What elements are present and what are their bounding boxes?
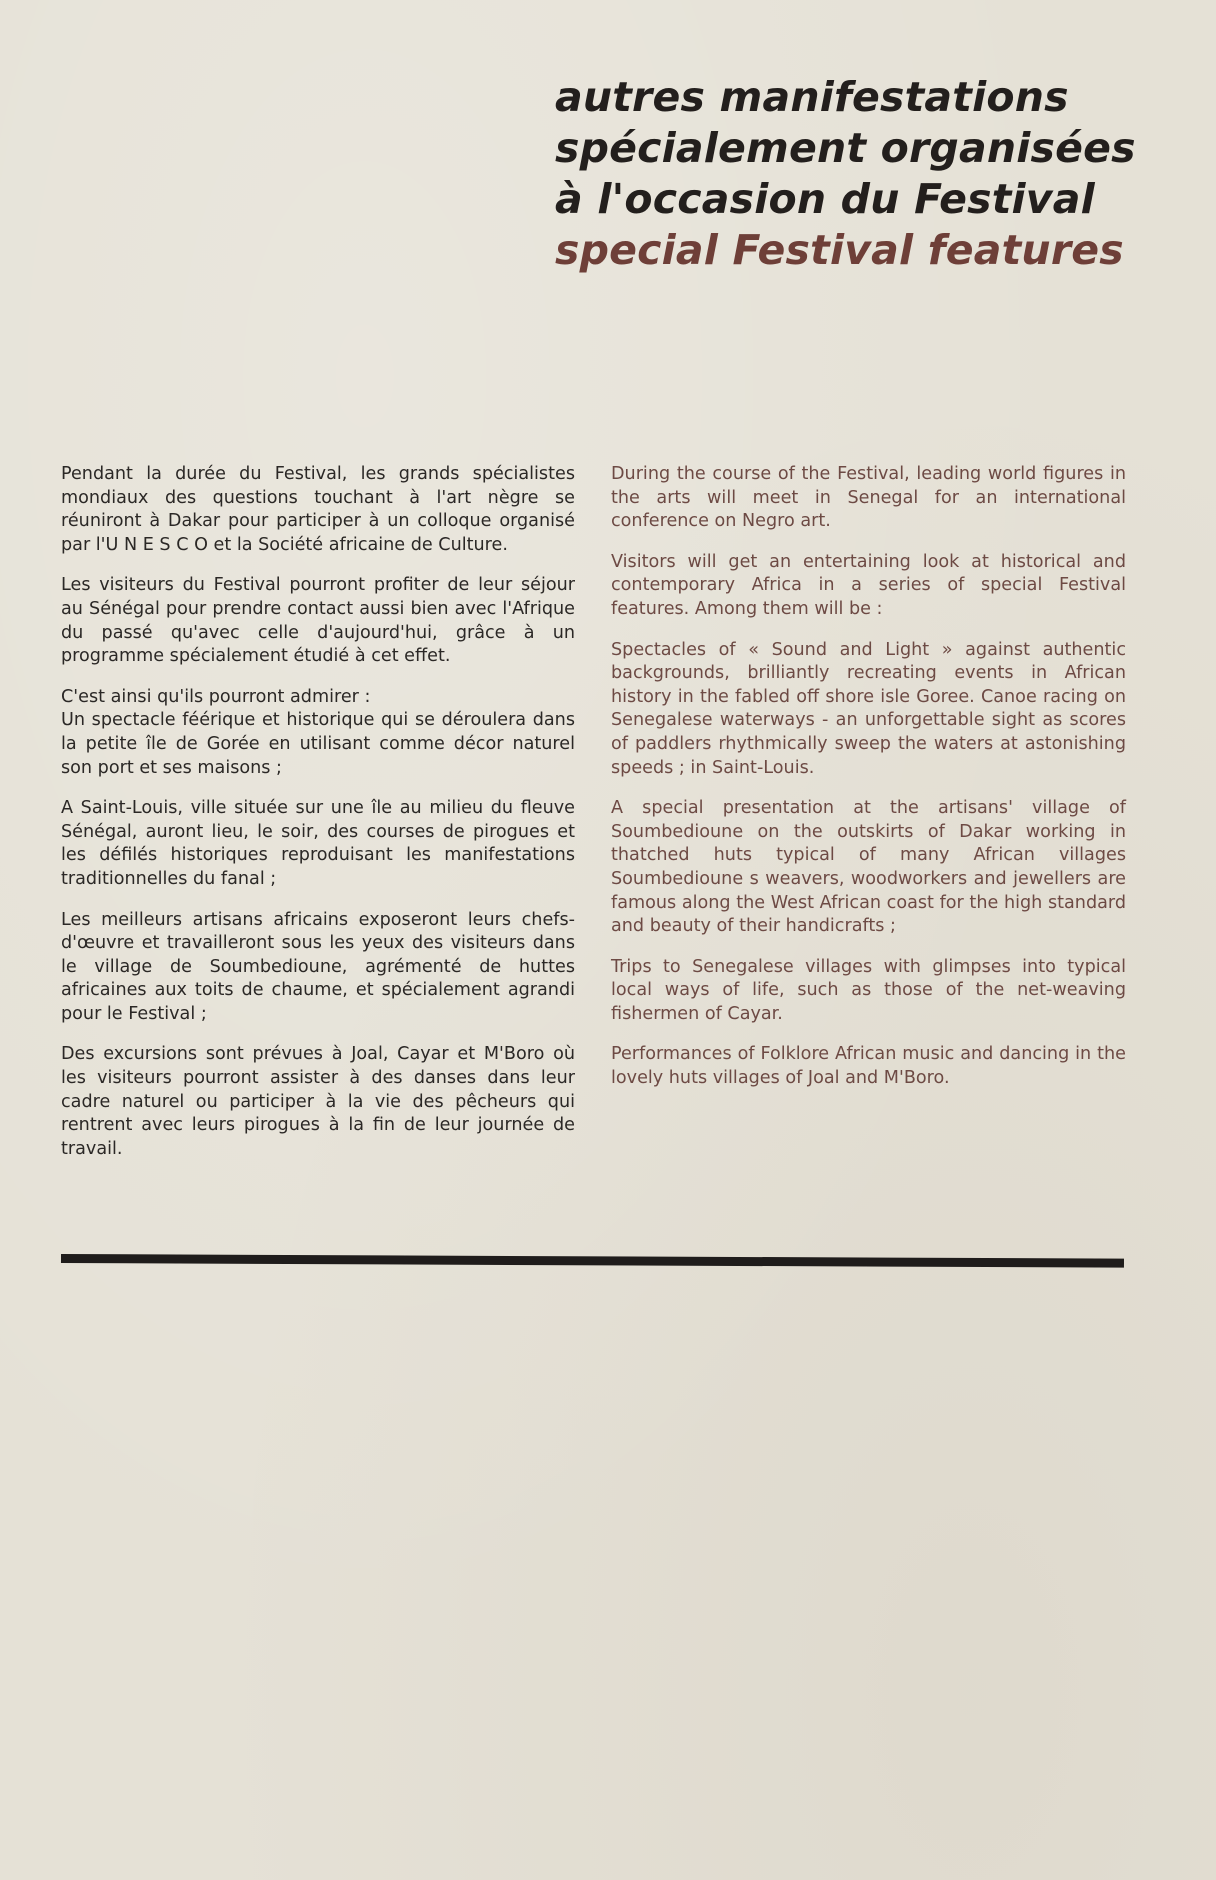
fr-paragraph-intro: C'est ainsi qu'ils pourront admirer :	[61, 686, 371, 707]
fr-paragraph-excursions: Des excursions sont prévues à Joal, Cayar et M'Boro où les visiteurs pourront assister à des danses dans leur cadre naturel ou participer à la vie des pêcheurs qui rentrent avec leurs pirogues à la fin de leur journée de travail.	[61, 1044, 575, 1159]
fr-paragraph-conference: Pendant la durée du Festival, les grands spécialistes mondiaux des questions touchant à l'art nègre se réuniront à Dakar pour participer à un colloque organisé par l'U N E S C O et la Société africaine de Culture.	[61, 464, 575, 555]
english-column	[611, 463, 1126, 1108]
page-headline	[555, 72, 1155, 276]
headline-fr-line-2: spécialement organisées	[555, 124, 1136, 172]
headline-fr-line-3: à l'occasion du Festival	[555, 175, 1095, 223]
french-column	[61, 463, 575, 1178]
section-divider-rule	[61, 1254, 1124, 1268]
en-paragraph-sound-light: Spectacles of « Sound and Light » against authentic backgrounds, brilliantly recreating events in African history in the fabled off shore isle Goree. Canoe racing on Senegalese waterways - an unforgettable sight as scores of paddlers rhythmically sweep the waters at astonishing speeds ; in Saint-Louis.	[611, 639, 1126, 778]
headline-en-line: special Festival features	[555, 226, 1124, 274]
headline-fr-line-1: autres manifestations	[555, 73, 1069, 121]
fr-paragraph-saint-louis: A Saint-Louis, ville située sur une île au milieu du fleuve Sénégal, auront lieu, le soir, des courses de pirogues et les défilés historiques reproduisant les manifestations traditionnelles du fanal ;	[61, 798, 575, 889]
fr-paragraph-goree: Un spectacle féérique et historique qui se déroulera dans la petite île de Gorée en utilisant comme décor naturel son port et ses maisons ;	[61, 710, 575, 778]
en-paragraph-artisans: A special presentation at the artisans' village of Soumbedioune on the outskirts of Dakar working in thatched huts typical of many African villages Soumbedioune s weavers, woodworkers and jewellers are famous along the West African coast for the high standard and beauty of their handicrafts ;	[611, 798, 1126, 937]
en-paragraph-visitors: Visitors will get an entertaining look at historical and contemporary Africa in a series of special Festival features. Among them will be :	[611, 551, 1126, 619]
en-paragraph-conference: During the course of the Festival, leading world figures in the arts will meet in Senegal for an international conference on Negro art.	[611, 464, 1126, 532]
en-paragraph-trips: Trips to Senegalese villages with glimpses into typical local ways of life, such as those of the net-weaving fishermen of Cayar.	[611, 956, 1126, 1024]
fr-paragraph-artisans: Les meilleurs artisans africains exposeront leurs chefs-d'œuvre et travailleront sous les yeux des visiteurs dans le village de Soumbedioune, agrémenté de huttes africaines aux toits de chaume, et spécialement agrandi pour le Festival ;	[61, 909, 575, 1024]
en-paragraph-folklore: Performances of Folklore African music and dancing in the lovely huts villages of Joal and M'Boro.	[611, 1044, 1126, 1089]
fr-paragraph-visitors: Les visiteurs du Festival pourront profiter de leur séjour au Sénégal pour prendre contact aussi bien avec l'Afrique du passé qu'avec celle d'aujourd'hui, grâce à un programme spécialement étudié à cet effet.	[61, 575, 575, 667]
